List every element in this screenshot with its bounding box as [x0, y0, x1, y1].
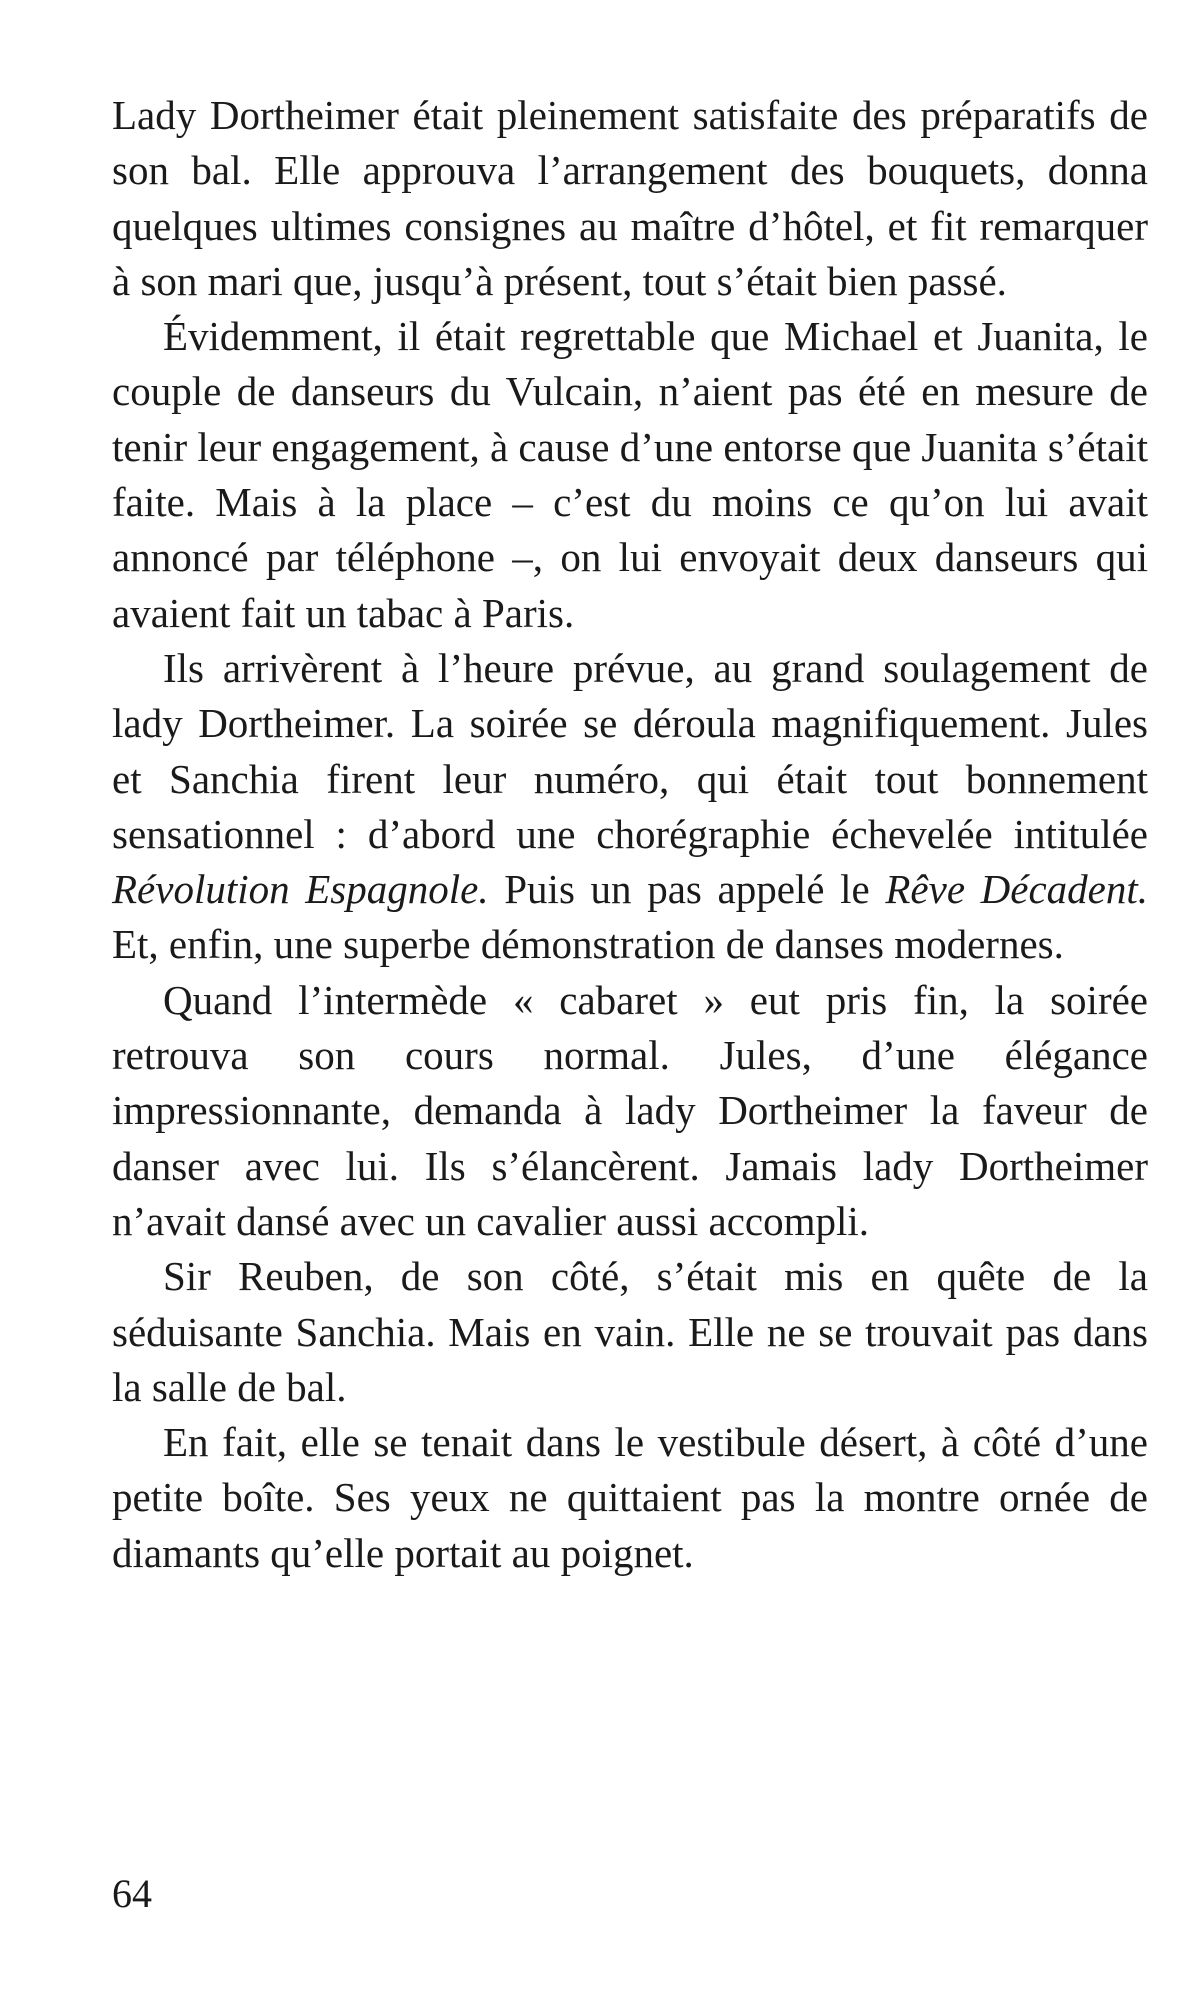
paragraph-2-text: Évidemment, il était regrettable que Michael et Juanita, le couple de danseurs du Vulcain, n’aient pas été en mesure de tenir leur engagement, à cause d’une entorse que Juanita s’était faite. Mais à la place – c’est du moins ce qu’on lui avait annoncé par téléphone –, on lui envoyait deux danseurs qui avaient fait un tabac à Paris. [112, 313, 1148, 636]
paragraph-2 [112, 309, 1148, 641]
title-reve-decadent: Rêve Décadent. [885, 866, 1149, 913]
paragraph-5-text: Sir Reuben, de son côté, s’était mis en quête de la séduisante Sanchia. Mais en vain. Elle ne se trouvait pas dans la salle de bal. [112, 1253, 1148, 1410]
paragraph-3-text-b: Puis un pas appelé le [488, 866, 886, 913]
paragraph-4 [112, 973, 1148, 1249]
paragraph-4-text: Quand l’intermède « cabaret » eut pris fin, la soirée retrouva son cours normal. Jules, d’une élégance impressionnante, demanda à lady Dortheimer la faveur de danser avec lui. Ils s’élancèrent. Jamais lady Dortheimer n’avait dansé avec un cavalier aussi accompli. [112, 976, 1148, 1244]
paragraph-6 [112, 1415, 1148, 1581]
paragraph-6-text: En fait, elle se tenait dans le vestibule désert, à côté d’une petite boîte. Ses yeux ne quittaient pas la montre ornée de diamants qu’elle portait au poignet. [112, 1419, 1148, 1576]
paragraph-3 [112, 641, 1148, 973]
page-number: 64 [112, 1871, 152, 1916]
paragraph-1-text: Lady Dortheimer était pleinement satisfaite des préparatifs de son bal. Elle approuva l’arrangement des bouquets, donna quelques ultimes consignes au maître d’hôtel, et fit remarquer à son mari que, jusqu’à présent, tout s’était bien passé. [112, 92, 1148, 304]
paragraph-3-text-a: Ils arrivèrent à l’heure prévue, au grand soulagement de lady Dortheimer. La soirée se déroula magnifiquement. Jules et Sanchia firent leur numéro, qui était tout bonnement sensationnel : d’abord une chorégraphie échevelée intitulée [112, 644, 1148, 857]
title-revolution-espagnole: Révolution Espagnole. [112, 866, 489, 913]
paragraph-3-text-c: Et, enfin, une superbe démonstration de danses modernes. [112, 921, 1064, 968]
paragraph-5 [112, 1249, 1148, 1415]
paragraph-1 [112, 88, 1148, 309]
body-text [112, 88, 1148, 1581]
